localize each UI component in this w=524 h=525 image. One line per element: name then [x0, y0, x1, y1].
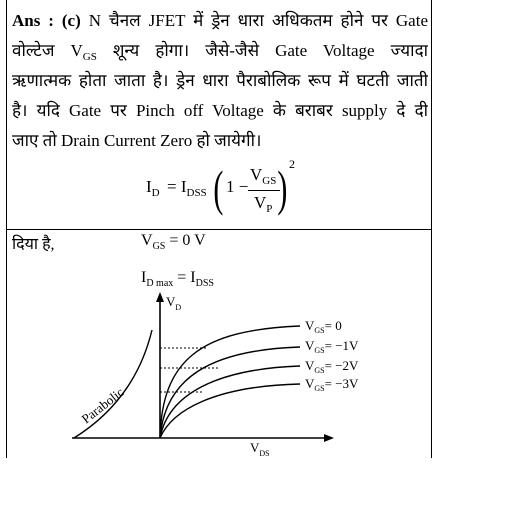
answer-text-2b: शून्य होगा। जैसे-जैसे Gate Voltage ज्यादा: [96, 41, 428, 60]
answer-text-3: ऋणात्मक होता जाता है। ड्रेन धारा पैराबोलिक रूप में घटती जाती: [12, 71, 428, 90]
formula-lhs: $I_D$: [146, 177, 160, 199]
curve-vgs-0: [160, 326, 300, 438]
formula-close-paren: ): [277, 160, 288, 216]
given-vgs: $V_{GS} = 0$ V: [141, 232, 206, 252]
curve-label-vgs-0: $V_{GS}= 0$: [305, 318, 342, 335]
answer-sub-gs: GS: [82, 51, 97, 63]
y-axis-label: $V_D$: [166, 294, 182, 312]
formula-denominator: $V_P$: [254, 193, 273, 215]
answer-text-1: N चैनल JFET में ड्रेन धारा अधिकतम होने पर Gate: [88, 11, 428, 30]
given-id-max: $I_{D max} = I_{DSS}$: [141, 269, 214, 289]
curve-label-vgs-minus2: $V_{GS}= -2V$: [305, 358, 359, 375]
formula-numerator: $V_{GS}$: [250, 165, 277, 187]
answer-prefix: Ans : (c): [12, 11, 81, 30]
formula-exponent: 2: [289, 157, 295, 171]
x-axis-arrow: [324, 434, 334, 442]
answer-text-5: जाए तो Drain Current Zero हो जायेगी।: [12, 131, 262, 150]
y-axis-arrow: [156, 292, 164, 302]
formula-open-paren: (: [213, 160, 224, 216]
x-axis-label: $V_{DS}$: [250, 440, 270, 458]
formula-eq: = $I_{DSS}$: [167, 177, 207, 199]
answer-text-2: वोल्टेज V: [12, 41, 83, 60]
parabolic-label: Parabolic: [78, 384, 127, 427]
given-label: दिया है,: [12, 236, 55, 253]
curve-label-vgs-minus1: $V_{GS}= -1V$: [305, 338, 359, 355]
answer-text-4: है। यदि Gate पर Pinch off Voltage के बराबर supply दे दी: [12, 101, 428, 120]
curve-vgs-minus2: [160, 366, 300, 438]
formula-one-minus: 1 −: [226, 177, 249, 196]
curve-label-vgs-minus3: $V_{GS}= -3V$: [305, 376, 359, 393]
